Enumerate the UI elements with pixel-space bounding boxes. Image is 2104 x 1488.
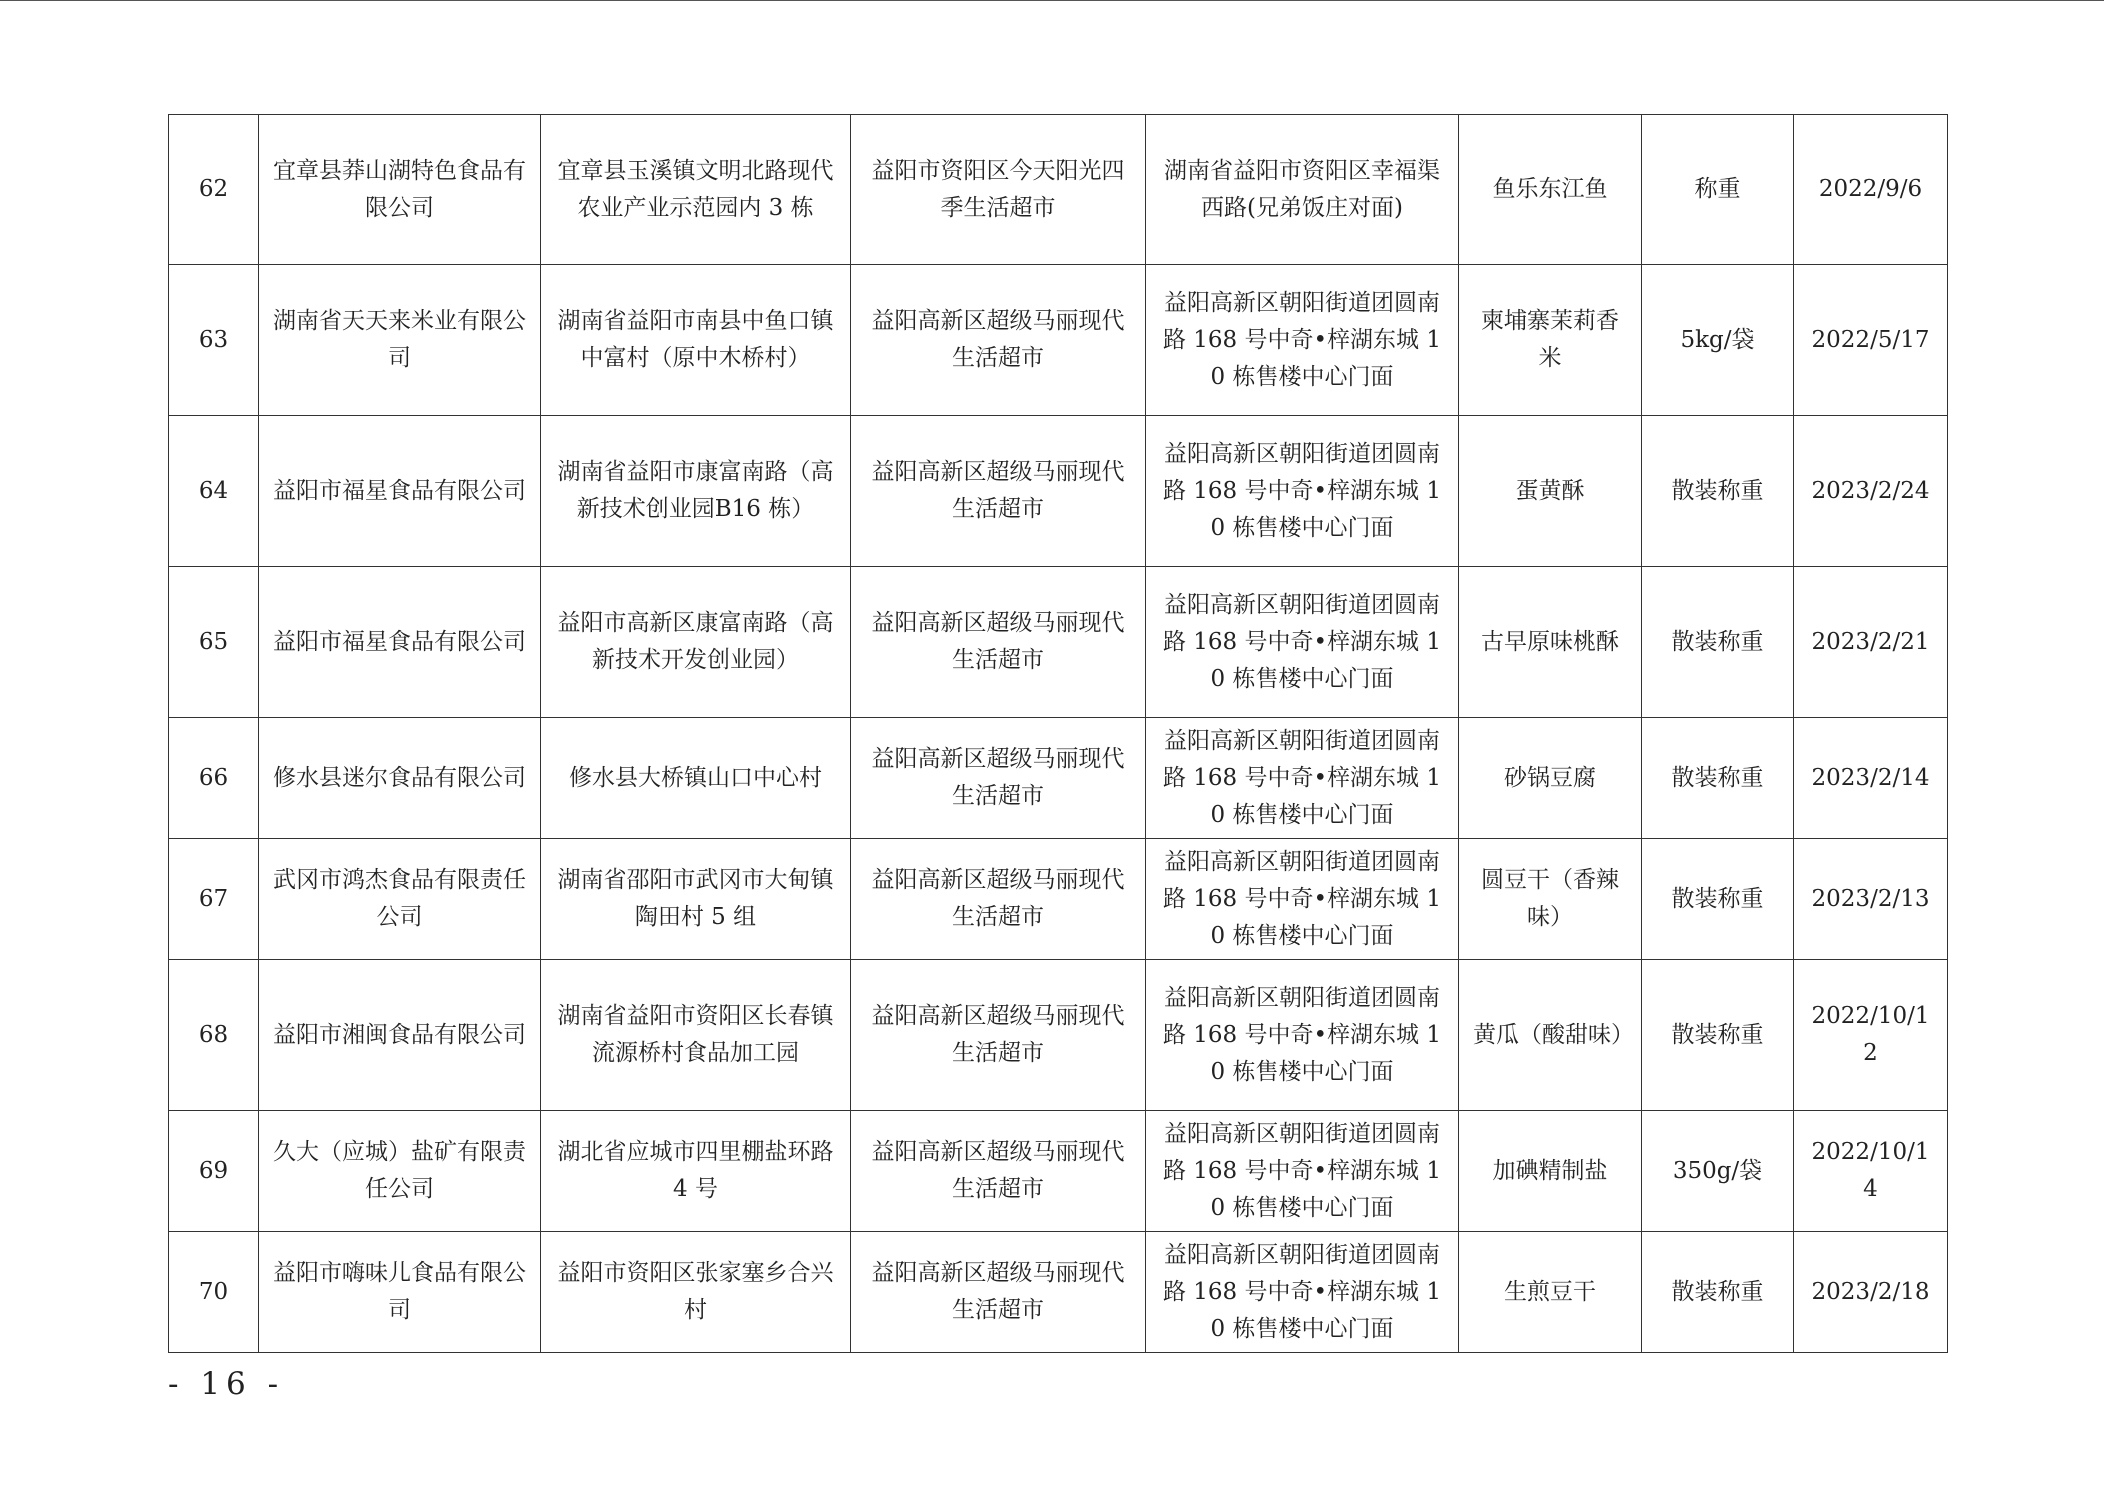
producer-name-cell: 修水县迷尔食品有限公司 xyxy=(259,718,541,839)
row-number-cell: 68 xyxy=(169,960,259,1111)
product-name-cell: 古早原味桃酥 xyxy=(1459,567,1642,718)
specification-cell: 散装称重 xyxy=(1642,416,1794,567)
row-number-cell: 65 xyxy=(169,567,259,718)
producer-address-cell: 湖北省应城市四里棚盐环路 4 号 xyxy=(541,1111,851,1232)
row-number-cell: 63 xyxy=(169,265,259,416)
product-name-cell: 加碘精制盐 xyxy=(1459,1111,1642,1232)
producer-name-cell: 益阳市福星食品有限公司 xyxy=(259,567,541,718)
producer-address-cell: 益阳市资阳区张家塞乡合兴村 xyxy=(541,1232,851,1353)
producer-address-cell: 修水县大桥镇山口中心村 xyxy=(541,718,851,839)
table-row xyxy=(169,839,1948,960)
seller-address-cell: 益阳高新区朝阳街道团圆南路 168 号中奇•梓湖东城 10 栋售楼中心门面 xyxy=(1146,839,1459,960)
table-row xyxy=(169,115,1948,265)
seller-address-cell: 益阳高新区朝阳街道团圆南路 168 号中奇•梓湖东城 10 栋售楼中心门面 xyxy=(1146,265,1459,416)
specification-cell: 散装称重 xyxy=(1642,718,1794,839)
producer-address-cell: 宜章县玉溪镇文明北路现代农业产业示范园内 3 栋 xyxy=(541,115,851,265)
production-date-cell: 2023/2/24 xyxy=(1794,416,1948,567)
production-date-cell: 2022/5/17 xyxy=(1794,265,1948,416)
production-date-cell: 2023/2/14 xyxy=(1794,718,1948,839)
product-name-cell: 蛋黄酥 xyxy=(1459,416,1642,567)
row-number-cell: 66 xyxy=(169,718,259,839)
producer-name-cell: 宜章县莽山湖特色食品有限公司 xyxy=(259,115,541,265)
producer-name-cell: 益阳市湘闽食品有限公司 xyxy=(259,960,541,1111)
producer-name-cell: 湖南省天天来米业有限公司 xyxy=(259,265,541,416)
production-date-cell: 2023/2/21 xyxy=(1794,567,1948,718)
production-date-cell: 2023/2/18 xyxy=(1794,1232,1948,1353)
production-date-cell: 2022/9/6 xyxy=(1794,115,1948,265)
inspection-table xyxy=(168,114,1948,1353)
seller-name-cell: 益阳高新区超级马丽现代生活超市 xyxy=(851,1232,1146,1353)
production-date-cell: 2023/2/13 xyxy=(1794,839,1948,960)
producer-name-cell: 益阳市福星食品有限公司 xyxy=(259,416,541,567)
seller-name-cell: 益阳高新区超级马丽现代生活超市 xyxy=(851,718,1146,839)
producer-address-cell: 益阳市高新区康富南路（高新技术开发创业园） xyxy=(541,567,851,718)
table-row xyxy=(169,960,1948,1111)
table-row xyxy=(169,718,1948,839)
producer-name-cell: 益阳市嗨味儿食品有限公司 xyxy=(259,1232,541,1353)
product-name-cell: 圆豆干（香辣味） xyxy=(1459,839,1642,960)
producer-address-cell: 湖南省益阳市资阳区长春镇流源桥村食品加工园 xyxy=(541,960,851,1111)
seller-address-cell: 益阳高新区朝阳街道团圆南路 168 号中奇•梓湖东城 10 栋售楼中心门面 xyxy=(1146,960,1459,1111)
product-name-cell: 鱼乐东江鱼 xyxy=(1459,115,1642,265)
producer-name-cell: 久大（应城）盐矿有限责任公司 xyxy=(259,1111,541,1232)
seller-address-cell: 益阳高新区朝阳街道团圆南路 168 号中奇•梓湖东城 10 栋售楼中心门面 xyxy=(1146,567,1459,718)
table-row xyxy=(169,1232,1948,1353)
specification-cell: 散装称重 xyxy=(1642,839,1794,960)
producer-name-cell: 武冈市鸿杰食品有限责任公司 xyxy=(259,839,541,960)
row-number-cell: 67 xyxy=(169,839,259,960)
product-name-cell: 生煎豆干 xyxy=(1459,1232,1642,1353)
table-row xyxy=(169,265,1948,416)
seller-name-cell: 益阳高新区超级马丽现代生活超市 xyxy=(851,416,1146,567)
product-name-cell: 黄瓜（酸甜味） xyxy=(1459,960,1642,1111)
seller-address-cell: 益阳高新区朝阳街道团圆南路 168 号中奇•梓湖东城 10 栋售楼中心门面 xyxy=(1146,718,1459,839)
production-date-cell: 2022/10/12 xyxy=(1794,960,1948,1111)
row-number-cell: 70 xyxy=(169,1232,259,1353)
seller-address-cell: 益阳高新区朝阳街道团圆南路 168 号中奇•梓湖东城 10 栋售楼中心门面 xyxy=(1146,1111,1459,1232)
product-name-cell: 砂锅豆腐 xyxy=(1459,718,1642,839)
table-row xyxy=(169,1111,1948,1232)
seller-name-cell: 益阳高新区超级马丽现代生活超市 xyxy=(851,1111,1146,1232)
seller-name-cell: 益阳高新区超级马丽现代生活超市 xyxy=(851,839,1146,960)
specification-cell: 散装称重 xyxy=(1642,960,1794,1111)
row-number-cell: 64 xyxy=(169,416,259,567)
specification-cell: 5kg/袋 xyxy=(1642,265,1794,416)
specification-cell: 散装称重 xyxy=(1642,1232,1794,1353)
table-row xyxy=(169,567,1948,718)
producer-address-cell: 湖南省益阳市南县中鱼口镇中富村（原中木桥村） xyxy=(541,265,851,416)
row-number-cell: 62 xyxy=(169,115,259,265)
row-number-cell: 69 xyxy=(169,1111,259,1232)
product-name-cell: 柬埔寨茉莉香米 xyxy=(1459,265,1642,416)
seller-address-cell: 益阳高新区朝阳街道团圆南路 168 号中奇•梓湖东城 10 栋售楼中心门面 xyxy=(1146,1232,1459,1353)
specification-cell: 称重 xyxy=(1642,115,1794,265)
top-border-line xyxy=(0,0,2104,1)
seller-name-cell: 益阳高新区超级马丽现代生活超市 xyxy=(851,265,1146,416)
specification-cell: 散装称重 xyxy=(1642,567,1794,718)
seller-name-cell: 益阳高新区超级马丽现代生活超市 xyxy=(851,960,1146,1111)
seller-name-cell: 益阳市资阳区今天阳光四季生活超市 xyxy=(851,115,1146,265)
page-number: - 16 - xyxy=(168,1366,285,1402)
producer-address-cell: 湖南省益阳市康富南路（高新技术创业园B16 栋） xyxy=(541,416,851,567)
producer-address-cell: 湖南省邵阳市武冈市大甸镇陶田村 5 组 xyxy=(541,839,851,960)
seller-address-cell: 益阳高新区朝阳街道团圆南路 168 号中奇•梓湖东城 10 栋售楼中心门面 xyxy=(1146,416,1459,567)
specification-cell: 350g/袋 xyxy=(1642,1111,1794,1232)
production-date-cell: 2022/10/14 xyxy=(1794,1111,1948,1232)
seller-name-cell: 益阳高新区超级马丽现代生活超市 xyxy=(851,567,1146,718)
table-row xyxy=(169,416,1948,567)
seller-address-cell: 湖南省益阳市资阳区幸福渠西路(兄弟饭庄对面) xyxy=(1146,115,1459,265)
